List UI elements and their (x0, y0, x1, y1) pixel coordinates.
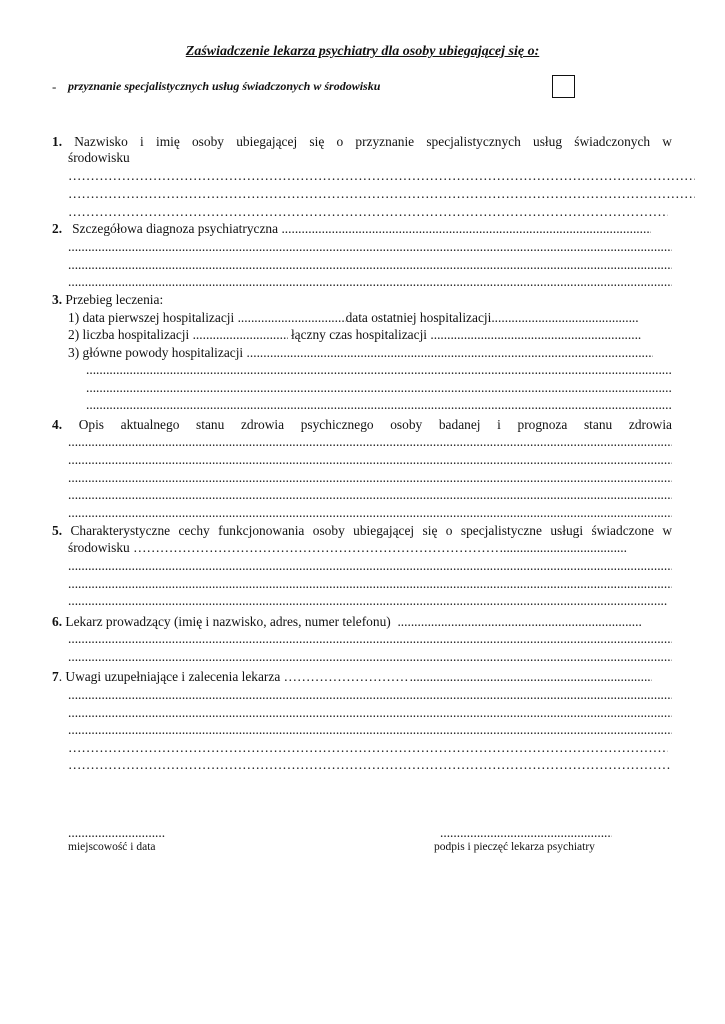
section-3-row-2 (68, 327, 642, 343)
first-hospitalization-field[interactable] (238, 310, 346, 326)
section-2-heading (52, 221, 672, 237)
option-dash: - (52, 79, 57, 94)
section-7-heading (52, 669, 652, 685)
section-3-fill-line[interactable] (86, 380, 672, 396)
section-3-heading (52, 292, 163, 308)
section-1-number: 1. (52, 134, 63, 149)
first-hospitalization-label: 1) data pierwszej hospitalizacji (68, 310, 235, 325)
last-hospitalization-label: data ostatniej hospitalizacji (345, 310, 492, 325)
section-7-fill-line[interactable] (68, 705, 672, 721)
section-5-fill-line[interactable] (68, 593, 668, 609)
section-6-fill-line[interactable] (68, 631, 672, 647)
section-2-fill-line[interactable] (68, 239, 672, 255)
section-5-fill-line[interactable] (68, 558, 672, 574)
section-1-fill-line[interactable] (68, 168, 695, 184)
signature-field[interactable] (440, 825, 612, 841)
place-date-field[interactable] (68, 825, 166, 841)
section-6-label: Lekarz prowadzący (imię i nazwisko, adres, numer telefonu) (65, 614, 391, 629)
section-5-continuation: środowisku (68, 540, 130, 555)
section-3-number: 3. (52, 292, 63, 307)
section-7-fill-line[interactable] (284, 669, 410, 685)
section-4-fill-line[interactable] (68, 487, 672, 503)
section-4-heading (52, 417, 672, 433)
section-2-number: 2. (52, 221, 63, 236)
section-3-fill-line[interactable] (86, 397, 672, 413)
place-date-label: miejscowość i data (68, 841, 156, 853)
section-4-fill-line[interactable] (68, 470, 672, 486)
section-1-fill-line[interactable] (68, 204, 668, 220)
section-7-fill-line[interactable] (410, 669, 652, 685)
section-1-continuation: środowisku (68, 150, 130, 165)
section-1-label: Nazwisko i imię osoby ubiegającej się o przyznanie specjalistycznych usług świadczonych w (74, 134, 672, 149)
total-hospitalization-time-field[interactable] (430, 327, 642, 343)
section-3-label: Przebieg leczenia: (65, 292, 164, 307)
hospitalization-count-field[interactable] (193, 327, 288, 343)
section-7-number: 7 (52, 669, 59, 684)
section-4-fill-line[interactable] (68, 505, 672, 521)
section-5-heading (52, 523, 672, 539)
option-checkbox[interactable] (552, 75, 575, 98)
signature-label: podpis i pieczęć lekarza psychiatry (434, 841, 595, 853)
last-hospitalization-field[interactable] (491, 310, 638, 326)
section-7-fill-line[interactable] (68, 757, 672, 773)
section-6-fill-line[interactable] (397, 614, 641, 630)
section-4-fill-line[interactable] (68, 452, 672, 468)
section-5-fill-line[interactable] (503, 540, 627, 556)
section-2-label: Szczegółowa diagnoza psychiatryczna (72, 221, 279, 236)
section-5-fill-line[interactable] (68, 576, 672, 592)
section-4-fill-line[interactable] (68, 434, 672, 450)
section-3-row-1 (68, 310, 638, 326)
section-3-row-3 (68, 345, 653, 361)
section-4-label: Opis aktualnego stanu zdrowia psychicznego osoby badanej i prognoza stanu zdrowia (78, 417, 672, 432)
section-4-number: 4. (52, 417, 63, 432)
section-5-label: Charakterystyczne cechy funkcjonowania osoby ubiegającej się o specjalistyczne usługi świadczone w (70, 523, 672, 538)
section-3-fill-line[interactable] (86, 362, 672, 378)
section-6-fill-line[interactable] (68, 649, 672, 665)
section-2-fill-line[interactable] (281, 221, 651, 237)
section-2-fill-line[interactable] (68, 274, 672, 290)
section-6-number: 6. (52, 614, 63, 629)
section-6-heading (52, 614, 641, 630)
hospitalization-reasons-field[interactable] (247, 345, 653, 361)
total-hospitalization-time-label: łączny czas hospitalizacji (290, 327, 428, 342)
section-5-number: 5. (52, 523, 63, 538)
section-2-fill-line[interactable] (68, 257, 672, 273)
section-7-fill-line[interactable] (68, 722, 672, 738)
option-label: przyznanie specjalistycznych usług świadczonych w środowisku (68, 79, 381, 93)
hospitalization-reasons-label: 3) główne powody hospitalizacji (68, 345, 244, 360)
section-1-fill-line[interactable] (68, 186, 695, 202)
section-5-fill-line[interactable] (133, 540, 503, 556)
form-title: Zaświadczenie lekarza psychiatry dla osoby ubiegającej się o: (185, 44, 540, 59)
section-7-fill-line[interactable] (68, 687, 672, 703)
section-5-continuation-row (68, 540, 627, 556)
section-1-heading (52, 134, 672, 150)
hospitalization-count-label: 2) liczba hospitalizacji (68, 327, 190, 342)
section-7-label: . Uwagi uzupełniające i zalecenia lekarza (58, 669, 281, 684)
section-7-fill-line[interactable] (68, 740, 668, 756)
